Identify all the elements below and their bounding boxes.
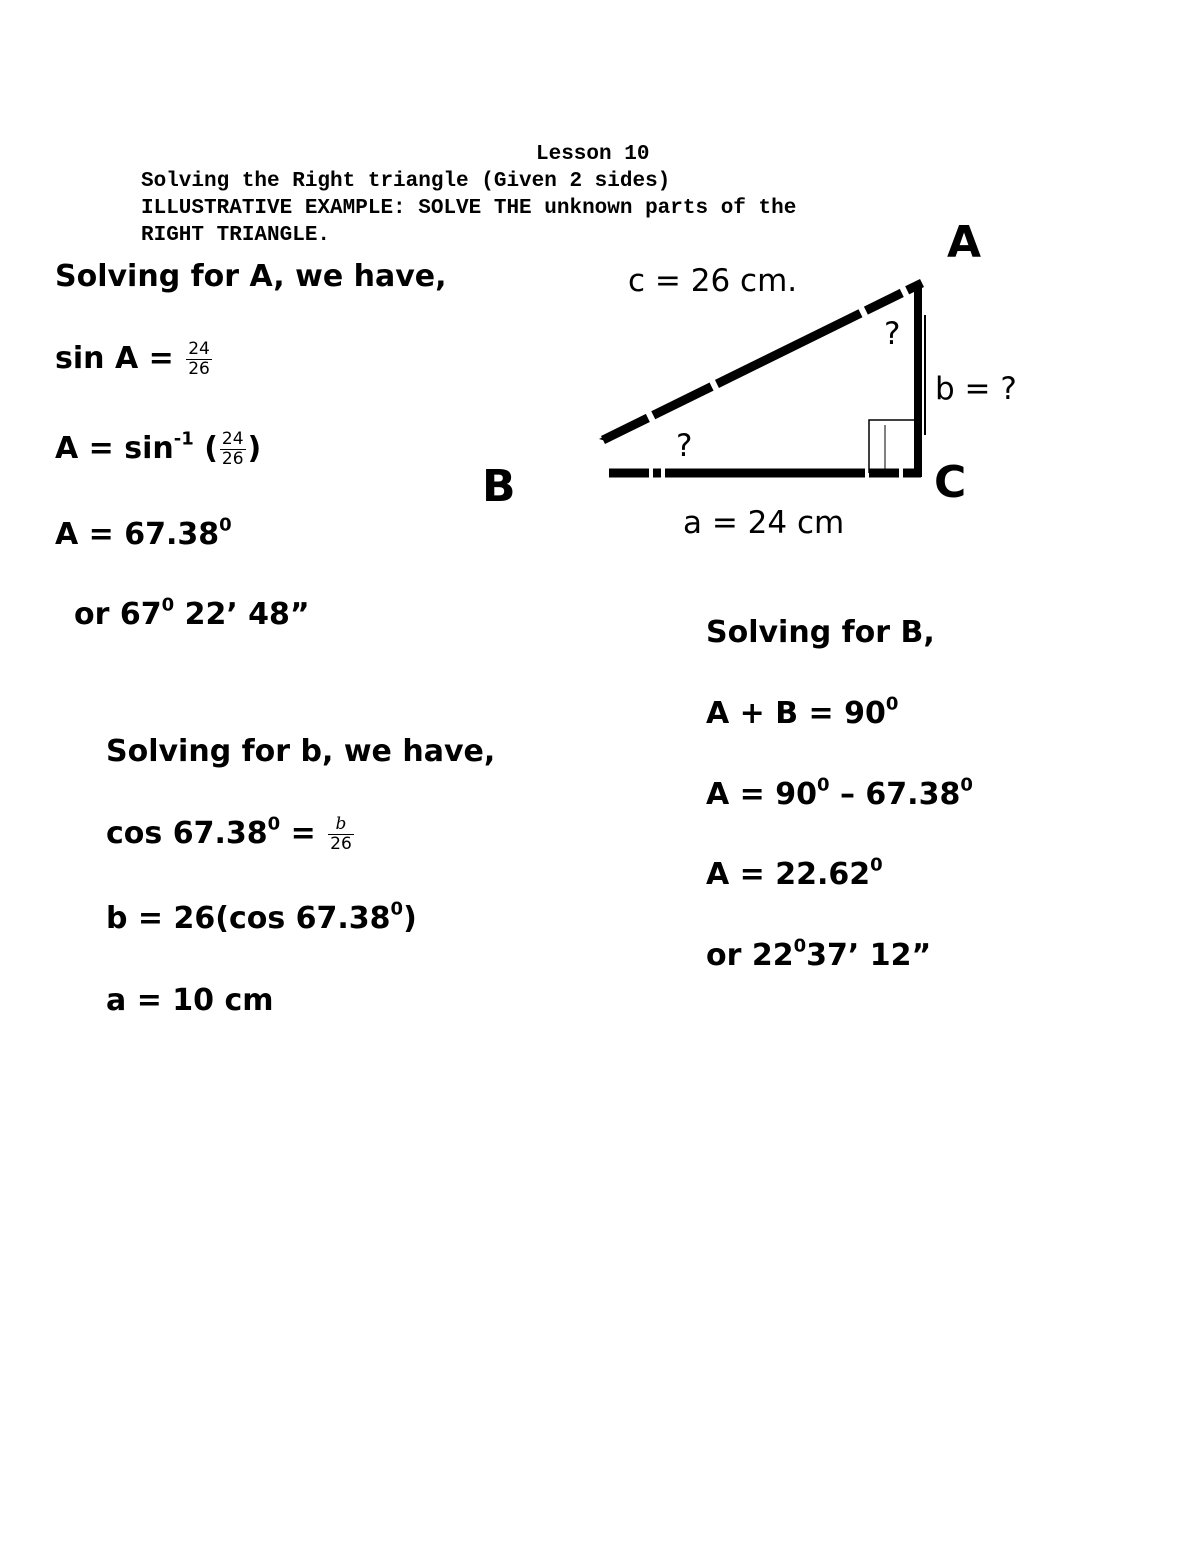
side-c-label: c = 26 cm. (628, 263, 798, 299)
sin-a-equation (55, 340, 214, 379)
solve-b-angle-heading: Solving for B, (706, 615, 935, 650)
angle-a-dms-rest: 22’ 48” (174, 597, 310, 632)
angle-a-dms-degrees: or 67 (74, 597, 162, 632)
degree-symbol: 0 (870, 854, 883, 876)
angle-difference-equation (706, 776, 973, 814)
inverse-sine-numerator: 24 (221, 429, 244, 449)
angle-a-result (55, 516, 232, 554)
cos-fraction (328, 815, 354, 854)
sin-a-denominator: 26 (188, 359, 210, 379)
angle-b-unknown: ? (676, 428, 693, 464)
paren-close: ) (247, 431, 262, 466)
angle-b-dms-degrees: or 22 (706, 938, 794, 973)
angle-a-unknown: ? (884, 316, 901, 352)
degree-symbol: 0 (267, 813, 281, 835)
degree-symbol: 0 (793, 935, 807, 957)
angle-sum-lhs: A + B = 90 (706, 696, 886, 731)
vertex-label-c: C (934, 457, 967, 508)
angle-b-result-value: A = 22.62 (706, 857, 871, 892)
cos-equation (106, 815, 356, 854)
cos-denominator: 26 (330, 834, 352, 854)
angle-b-result (706, 856, 883, 894)
degree-symbol: 0 (885, 693, 899, 715)
degree-symbol: 0 (817, 774, 830, 796)
angle-b-dms-rest: 37’ 12” (806, 938, 932, 973)
angle-a-result-value: A = 67.38 (55, 517, 220, 552)
inverse-exponent: -1 (173, 428, 194, 450)
cos-lhs: cos 67.38 (106, 816, 268, 851)
inverse-sine-denominator: 26 (221, 449, 244, 469)
side-a-label: a = 24 cm (683, 505, 845, 541)
example-instruction-line1: ILLUSTRATIVE EXAMPLE: SOLVE THE unknown parts of the (141, 197, 797, 220)
inverse-sine-fraction (220, 430, 246, 469)
solve-a-heading: Solving for A, we have, (55, 259, 447, 294)
angle-difference-mid: – 67.38 (829, 777, 961, 812)
hypotenuse-line (603, 283, 922, 440)
cos-numerator: b (328, 815, 354, 835)
angle-a-dms (74, 596, 310, 634)
right-angle-marker (869, 420, 918, 473)
paren-open: ( (193, 431, 218, 466)
vertex-label-a: A (947, 217, 982, 268)
b-product-rhs: ) (403, 901, 417, 936)
lesson-title: Solving the Right triangle (Given 2 sides) (141, 170, 671, 193)
angle-sum-equation (706, 695, 898, 733)
degree-symbol: 0 (390, 898, 404, 920)
example-instruction-line2: RIGHT TRIANGLE. (141, 224, 331, 247)
degree-symbol: 0 (161, 594, 175, 616)
inverse-sine-equation (55, 430, 261, 469)
sin-a-lhs: sin A = (55, 341, 185, 376)
degree-symbol: 0 (960, 774, 973, 796)
angle-difference-lhs: A = 90 (706, 777, 817, 812)
lesson-number: Lesson 10 (536, 143, 650, 166)
side-b-result: a = 10 cm (106, 983, 274, 1018)
side-b-label: b = ? (935, 371, 1017, 407)
sin-a-fraction (186, 340, 212, 379)
degree-symbol: 0 (219, 514, 232, 536)
angle-b-dms (706, 937, 931, 975)
b-product-lhs: b = 26(cos 67.38 (106, 901, 391, 936)
inverse-sine-lhs: A = sin (55, 431, 174, 466)
equals-sign: = (280, 816, 327, 851)
solve-b-side-heading: Solving for b, we have, (106, 734, 496, 769)
b-product-equation (106, 900, 417, 938)
sin-a-numerator: 24 (188, 339, 210, 359)
vertex-label-b: B (482, 461, 516, 512)
